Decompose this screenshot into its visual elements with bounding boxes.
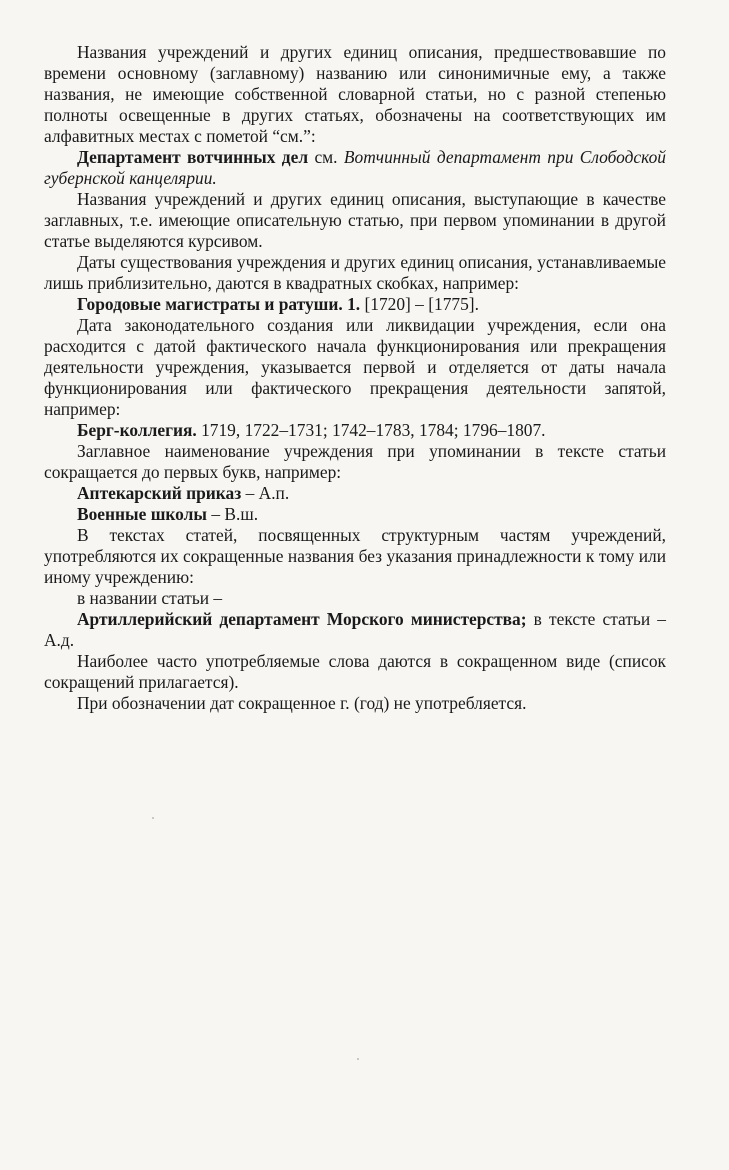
paragraph-legal-dates: Дата законодательного создания или ликвидации учреждения, если она расходится с датой фактического начала функционирования или прекращения деятельности учреждения, указывается первой и отделяется от даты начала функционирования или фактического прекращения деятельности запятой, например: bbox=[44, 315, 666, 419]
example-abbreviation: – В.ш. bbox=[206, 504, 259, 524]
example-term: Департамент вотчинных дел bbox=[77, 147, 309, 167]
example-legal-dates bbox=[44, 420, 666, 441]
example-dates: 1719, 1722–1731; 1742–1783, 1784; 1796–1807. bbox=[196, 420, 546, 440]
paragraph-common-abbreviations: Наиболее часто употребляемые слова даются в сокращенном виде (список сокращений прилагается). bbox=[44, 651, 666, 692]
scan-speck bbox=[357, 1058, 359, 1060]
paragraph-italic-rule: Названия учреждений и других единиц описания, выступающие в качестве заглавных, т.е. имеющие описательную статью, при первом упоминании в другой статье выделяются курсивом. bbox=[44, 189, 666, 251]
example-text-abbreviation: в тексте статьи – А.д. bbox=[44, 609, 666, 650]
example-dates: [1720] – [1775]. bbox=[360, 294, 479, 314]
document-page bbox=[44, 42, 666, 714]
scan-speck bbox=[152, 817, 154, 819]
example-abbreviation-2 bbox=[44, 504, 666, 525]
example-abbreviation-1 bbox=[44, 483, 666, 504]
paragraph-in-title: в названии статьи – bbox=[77, 588, 223, 608]
example-term: Берг-коллегия. bbox=[77, 420, 197, 440]
example-term: Аптекарский приказ bbox=[77, 483, 242, 503]
example-see-marker: см. bbox=[308, 147, 344, 167]
example-structural-abbreviation bbox=[44, 609, 666, 651]
paragraph-approximate-dates: Даты существования учреждения и других единиц описания, устанавливаемые лишь приблизительно, даются в квадратных скобках, например: bbox=[44, 252, 666, 293]
example-term: Артиллерийский департамент Морского министерства; bbox=[77, 609, 527, 629]
example-term: Городовые магистраты и ратуши. 1. bbox=[77, 294, 361, 314]
paragraph-structural-parts: В текстах статей, посвященных структурным частям учреждений, употребляются их сокращенные названия без указания принадлежности к тому или иному учреждению: bbox=[44, 525, 666, 587]
paragraph-cross-references: Названия учреждений и других единиц описания, предшествовавшие по времени основному (заглавному) названию или синонимичные ему, а также названия, не имеющие собственной словарной статьи, но с разной степенью полноты освещенные в других статьях, обозначены на соответствующих им алфавитных местах с пометой “см.”: bbox=[44, 42, 666, 146]
example-term: Военные школы bbox=[77, 504, 207, 524]
paragraph-abbreviation-rule: Заглавное наименование учреждения при упоминании в тексте статьи сокращается до первых букв, например: bbox=[44, 441, 666, 482]
example-abbreviation: – А.п. bbox=[241, 483, 290, 503]
example-see-reference bbox=[44, 147, 666, 189]
example-target: Вотчинный департамент при Слободской губернской канцелярии. bbox=[44, 147, 666, 188]
paragraph-year-abbreviation: При обозначении дат сокращенное г. (год) не употребляется. bbox=[77, 693, 527, 713]
example-approximate-dates bbox=[44, 294, 666, 315]
